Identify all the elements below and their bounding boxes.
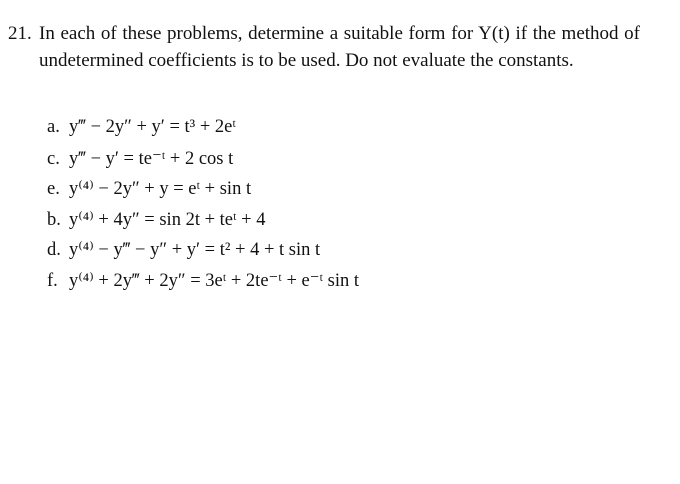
part-equation: y⁽⁴⁾ − 2y″ + y = eᵗ + sin t [69, 179, 252, 199]
part-letter: c. [47, 148, 60, 169]
part-equation: y‴ − 2y″ + y′ = t³ + 2eᵗ [69, 117, 236, 137]
part-equation: y‴ − y′ = te⁻ᵗ + 2 cos t [69, 148, 234, 169]
part-d [47, 239, 359, 270]
part-e [47, 178, 359, 209]
part-a [47, 117, 359, 148]
part-b [47, 209, 359, 240]
part-letter: f. [47, 270, 58, 291]
part-letter: e. [47, 179, 60, 199]
part-f [47, 270, 359, 301]
part-letter: d. [47, 240, 61, 260]
parts-list [47, 117, 359, 300]
problem-statement: In each of these problems, determine a suitable form for Y(t) if the method of undetermined coefficients is to be used. Do not evaluate the constants. [39, 23, 640, 71]
part-equation: y⁽⁴⁾ + 4y″ = sin 2t + teᵗ + 4 [69, 209, 266, 230]
part-letter: b. [47, 209, 61, 230]
problem-21 [8, 20, 640, 74]
part-c [47, 148, 359, 179]
part-equation: y⁽⁴⁾ + 2y‴ + 2y″ = 3eᵗ + 2te⁻ᵗ + e⁻ᵗ sin t [69, 270, 360, 291]
problem-number: 21. [8, 23, 32, 44]
part-equation: y⁽⁴⁾ − y‴ − y″ + y′ = t² + 4 + t sin t [69, 240, 321, 260]
part-letter: a. [47, 117, 60, 137]
